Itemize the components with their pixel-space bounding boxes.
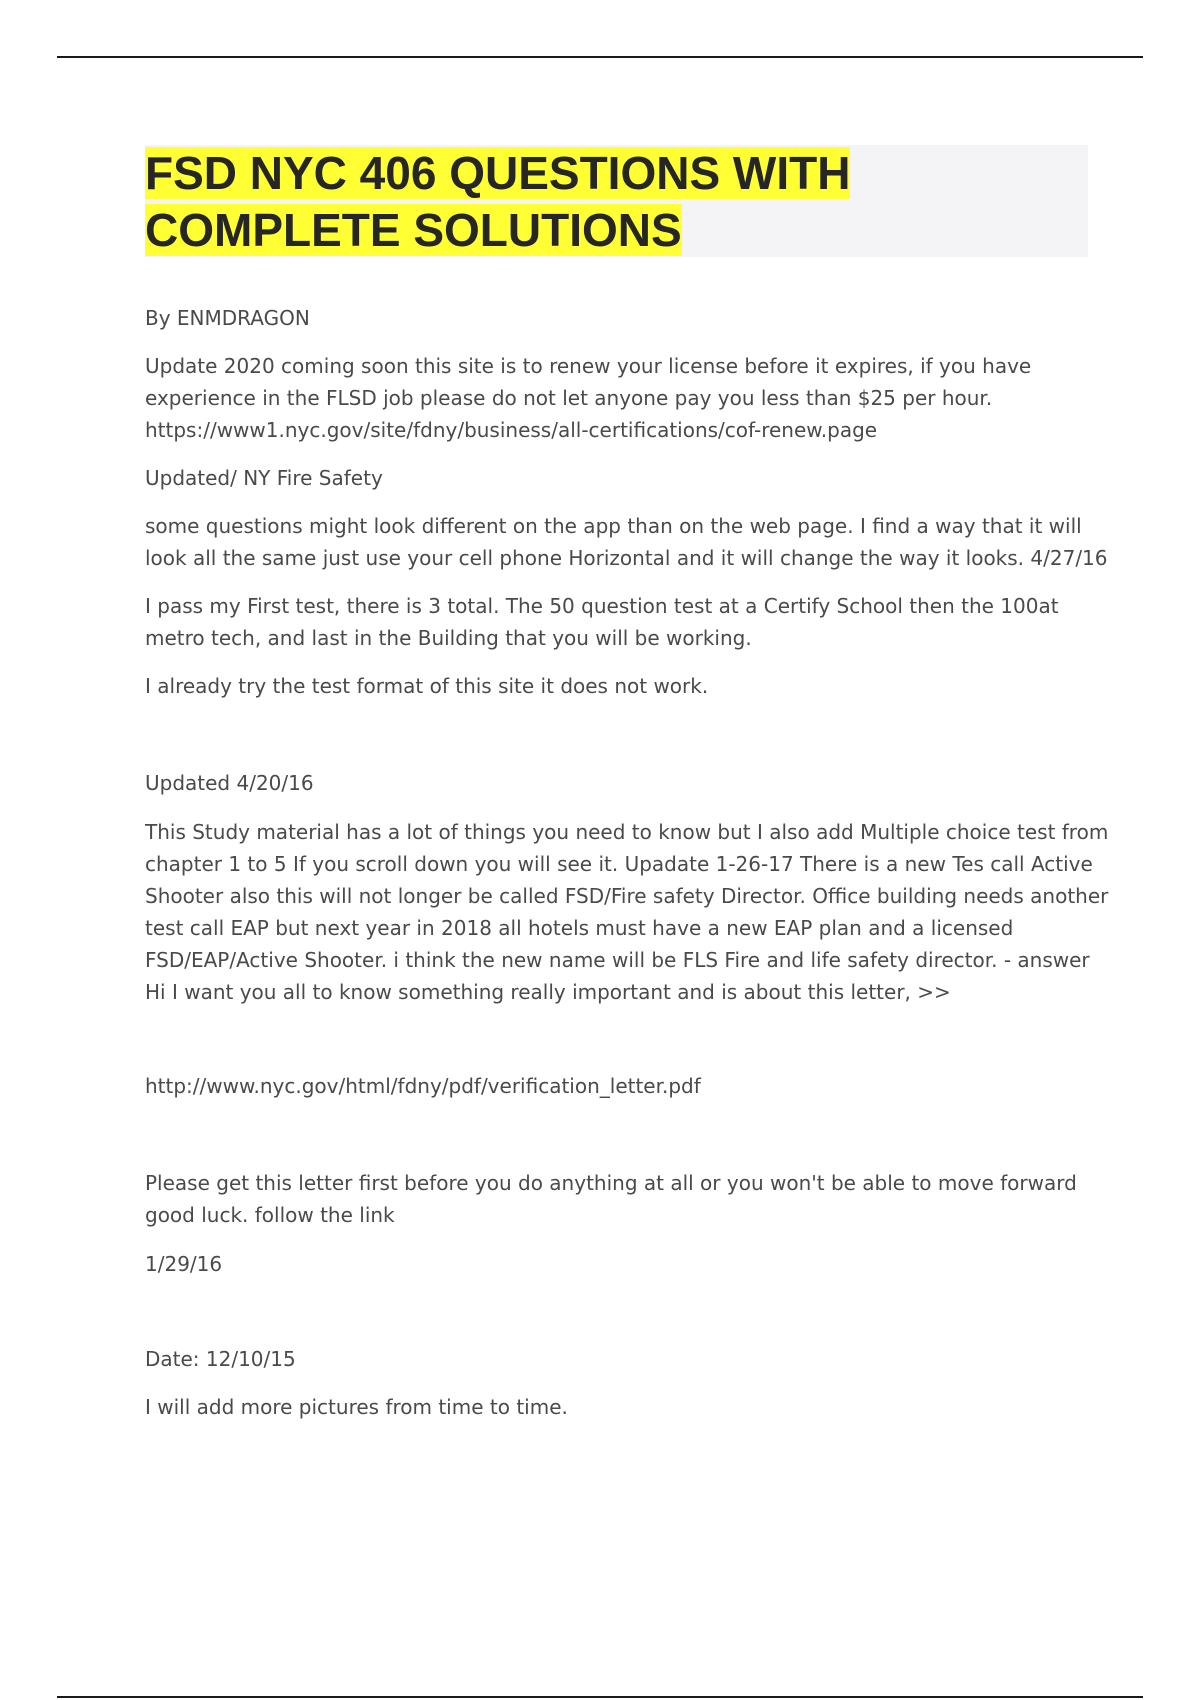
verification-letter-link[interactable]: http://www.nyc.gov/html/fdny/pdf/verification_letter.pdf <box>145 1074 701 1098</box>
test-format-line: I already try the test format of this site it does not work. <box>145 674 709 698</box>
study-material-line: Shooter also this will not longer be called FSD/Fire safety Director. Office building needs another <box>145 884 1109 908</box>
study-material-line: test call EAP but next year in 2018 all hotels must have a new EAP plan and a licensed <box>145 916 1014 940</box>
first-test-line: I pass my First test, there is 3 total. The 50 question test at a Certify School then the 100at <box>145 594 1059 618</box>
updated-ny-line: Updated/ NY Fire Safety <box>145 466 383 490</box>
app-note-line: some questions might look different on the app than on the web page. I find a way that it will <box>145 514 1082 538</box>
title-line-2: COMPLETE SOLUTIONS <box>145 204 682 256</box>
study-material-line: This Study material has a lot of things you need to know but I also add Multiple choice test from <box>145 820 1109 844</box>
date-1-29-line: 1/29/16 <box>145 1252 223 1276</box>
title-block <box>145 145 1088 257</box>
pictures-note-line: I will add more pictures from time to time. <box>145 1395 568 1419</box>
study-material-paragraph <box>145 816 1109 1008</box>
date-12-10-line: Date: 12/10/15 <box>145 1347 296 1371</box>
first-test-paragraph <box>145 590 1095 654</box>
study-material-line: FSD/EAP/Active Shooter. i think the new name will be FLS Fire and life safety director. - answer <box>145 948 1090 972</box>
letter-note-paragraph <box>145 1167 1095 1231</box>
app-note-paragraph <box>145 510 1108 574</box>
first-test-line: metro tech, and last in the Building that you will be working. <box>145 626 752 650</box>
top-rule <box>57 56 1143 58</box>
letter-note-line: good luck. follow the link <box>145 1203 395 1227</box>
letter-note-line: Please get this letter first before you do anything at all or you won't be able to move forward <box>145 1171 1077 1195</box>
document-title <box>145 145 1088 259</box>
update-2020-line: Update 2020 coming soon this site is to renew your license before it expires, if you have <box>145 354 1032 378</box>
update-2020-paragraph <box>145 350 1095 446</box>
bottom-rule <box>57 1696 1143 1698</box>
update-2020-line: experience in the FLSD job please do not let anyone pay you less than $25 per hour. <box>145 386 993 410</box>
study-material-line: Hi I want you all to know something really important and is about this letter, >> <box>145 980 951 1004</box>
app-note-line: look all the same just use your cell phone Horizontal and it will change the way it looks. 4/27/16 <box>145 546 1108 570</box>
updated-4-20-line: Updated 4/20/16 <box>145 771 314 795</box>
author-line: By ENMDRAGON <box>145 306 310 330</box>
cof-renew-link[interactable]: https://www1.nyc.gov/site/fdny/business/all-certifications/cof-renew.page <box>145 418 878 442</box>
title-line-1: FSD NYC 406 QUESTIONS WITH <box>145 147 851 199</box>
study-material-line: chapter 1 to 5 If you scroll down you will see it. Upadate 1-26-17 There is a new Tes call Active <box>145 852 1093 876</box>
